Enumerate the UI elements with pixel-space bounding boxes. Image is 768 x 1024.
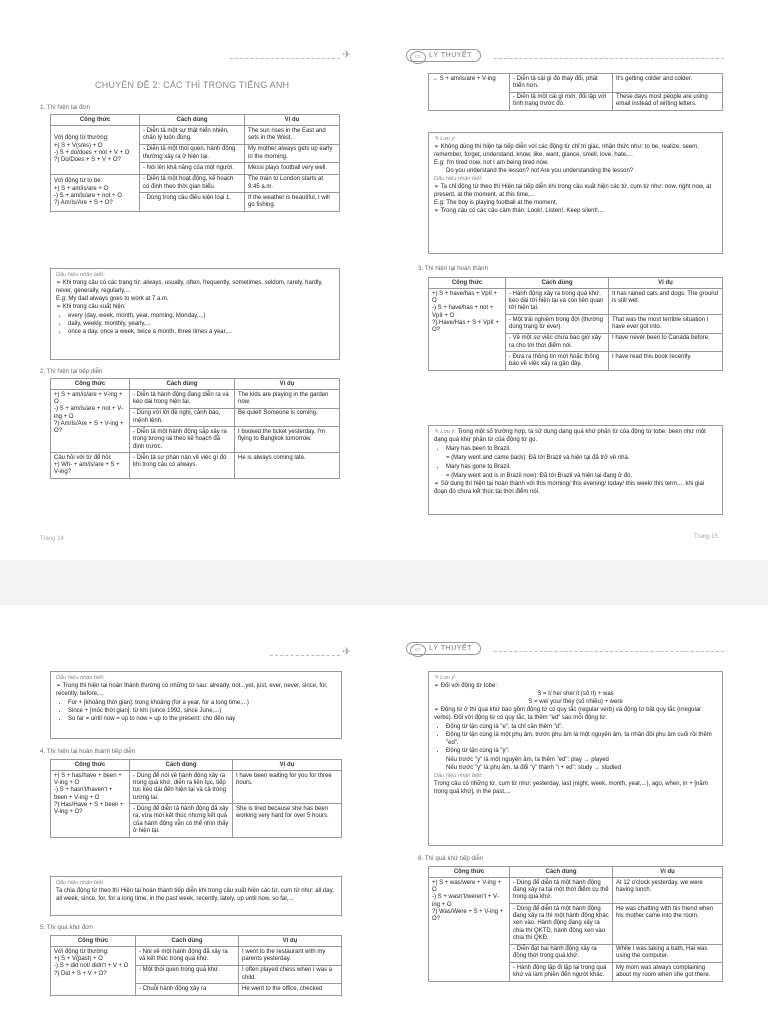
col-header: Cách dùng	[506, 278, 609, 289]
col-header: Ví dụ	[233, 760, 342, 771]
bullet-item: • So far = until now = up to now = up to the present: cho đến nay	[68, 715, 336, 723]
bullet-item: • every (day, week, month, year, morning, Monday,...)	[68, 312, 334, 320]
use-cell: - Dùng trong câu điều kiện loại 1.	[140, 193, 245, 212]
note-text: Ta chia động từ theo thì Hiện tại hoàn thành tiếp diễn khi trong câu xuất hiện các từ, cụm từ như: all day, all week, since, for, for a long time, in the past week, recently, lately, up until now, so far,...	[56, 888, 334, 902]
use-cell: - Diễn tả một hoạt động, kế hoạch có định theo thời gian biểu.	[140, 174, 245, 193]
sign-label: Dấu hiệu nhận biết:	[56, 675, 105, 681]
example-cell: My mother always gets up early in the morning.	[245, 144, 340, 163]
note-text: ➢ Trong thì hiện tại hoàn thành thường có những từ sau: already, not...yet, just, ever, never, since, for, recently, before,...	[56, 683, 328, 697]
use-cell: - Hành động lặp đi lặp lại trong quá khứ và làm phiền đến người khác.	[510, 963, 613, 982]
note-text: = (Mary went and came back): Đã tới Brazil và hiện tại đã trở về nhà.	[446, 455, 630, 461]
note-text: ➢ Không dùng thì hiện tại tiếp diễn với các động từ chỉ tri giác, nhận thức như: to be, realize, seem, remember, forget, understand, know, like, want, glance, smell, love, hate,...	[434, 144, 699, 158]
page-14	[0, 0, 384, 560]
note-label: ✎ Lưu ý:	[434, 136, 456, 142]
bullet-item: • Động từ tận cùng là "y":	[446, 747, 717, 755]
note-text: E.g: The boy is playing football at the moment.	[434, 200, 558, 206]
example-cell: The sun rises in the East and sets in the West.	[245, 126, 340, 145]
col-header: Ví dụ	[245, 115, 340, 126]
example-cell: My mom was always complaining about my room when she got there.	[613, 963, 723, 982]
note-text: Trong câu có những từ, cụm từ như: yesterday, last (night, week, month, year,...), ago, when, in + [năm trong quá khứ], in the past,...	[434, 781, 708, 795]
note-text: ➢ Khi trong câu xuất hiện:	[56, 304, 126, 310]
sign-label: Dấu hiệu nhận biết:	[56, 272, 105, 278]
note-text: ➢ Ta chỉ động từ theo thì Hiện tại tiếp diễn khi trong câu xuất hiện các từ, cụm từ như: now, right now, at present, at the moment, at this time,...	[434, 184, 712, 198]
book-icon: ▭	[410, 644, 426, 657]
use-cell: - Diễn tả hành động đang diễn ra và kéo dài trong hiện tại.	[130, 390, 235, 409]
pen-icon: ✎	[434, 136, 439, 142]
section-title: 3. Thì hiện tại hoàn thành	[418, 265, 489, 272]
note-text: ➢ Khi trong câu có các trạng từ: always, usually, often, frequently, sometimes, seldom, rarely, hardly, never, generally, regularly,...	[56, 280, 323, 294]
chapter-title: CHUYÊN ĐỀ 2: CÁC THÌ TRONG TIẾNG ANH	[95, 80, 290, 90]
note-text: Nếu trước "y" là phụ âm, ta đổi "y" thành "i + ed": study → studied	[446, 765, 621, 771]
formula-cell: Câu hỏi với từ để hỏi: +) Wh- + am/is/are + S + V-ing?	[51, 453, 130, 479]
note-box	[428, 671, 723, 846]
col-header: Cách dùng	[136, 936, 239, 947]
badge-label: LÝ THUYẾT	[429, 52, 472, 59]
example-cell: Messi plays football very well.	[245, 163, 340, 174]
use-cell: - Một trải nghiệm trong đời (thường dùng trạng từ ever).	[506, 315, 609, 334]
formula-cell: +) S + am/is/are + V-ing + O -) S + am/is/are + not + V-ing + O ?) Am/Is/Are + S + V-ing + O?	[51, 390, 130, 453]
sign-box	[50, 268, 340, 360]
use-cell: - Đưa ra thông tin mới hoặc thông báo về việc xảy ra gần đây.	[506, 352, 609, 371]
formula-cell: +) S + was/were + V-ing + O -) S + wasn't/weren't + V-ing + O ?) Was/Were + S + V-ing + O?	[429, 878, 510, 982]
theory-badge	[406, 49, 481, 62]
paper-plane-icon: ✈	[342, 49, 352, 61]
note-text: E.g: My dad always goes to work at 7 a.m.	[56, 296, 169, 302]
example-cell: I went to the restaurant with my parents yesterday.	[239, 947, 342, 966]
example-cell: It's getting colder and colder.	[613, 74, 723, 93]
col-header: Cách dùng	[140, 115, 245, 126]
example-cell: Be quiet! Someone is coming.	[235, 408, 340, 427]
col-header: Ví dụ	[613, 867, 723, 878]
note-text: ➢ Đối với động từ tobe:	[434, 683, 498, 689]
header-divider	[270, 655, 340, 656]
use-cell: - Diễn tả cái gì đó thay đổi, phát triển hơn.	[510, 74, 613, 93]
col-header: Công thức	[429, 278, 506, 289]
col-header: Cách dùng	[130, 760, 233, 771]
sign-box	[50, 671, 342, 739]
example-cell: I often played chess when I was a child.	[239, 965, 342, 984]
page-number: Trang 14	[40, 536, 64, 542]
present-simple-table	[50, 114, 340, 212]
use-cell: - Dùng để diễn tả một hành động đang xảy ra thì một hành động khác xen vào. Hành động đang xảy ra chia thì QKTD, hành động xen vào chia thì QKĐ.	[510, 904, 613, 944]
bullet-item: • Since + [mốc thời gian]: từ khi (since 1992, since June,...)	[68, 707, 336, 715]
col-header: Ví dụ	[235, 379, 340, 390]
pen-icon: ✎	[434, 675, 439, 681]
note-box: ✎ Lưu ý: Trong một số trường hợp, ta sử dụng dạng quá khứ phân từ của động từ tobe: been như một dạng quá khứ phân từ của động từ go. • Mary has been to Brazil. = (Mary went and came back): Đã tới Brazil và hiện tại đã trở về nhà. • Mary has gone to Brazil. = (Mary went and is in Brazil now): Đã tới Brazil và hiện tại đang ở đó. ➢ Sử dụng thì hiện tại hoàn thành với this morning/ this evening/ today/ this week/ this term,... khi giai đoạn đó chưa kết thúc tại thời điểm nói.	[428, 425, 723, 515]
col-header: Công thức	[51, 760, 130, 771]
header-divider	[494, 58, 724, 59]
note-text: Nếu trước "y" là một nguyên âm, ta thêm "ed": play → played	[446, 757, 609, 763]
col-header: Công thức	[51, 379, 130, 390]
use-cell: - Diễn tả một thói quen, hành động thường xảy ra ở hiện tại.	[140, 144, 245, 163]
bullet-item: • daily, weekly, monthly, yearly,...	[68, 320, 334, 328]
example-cell: The train to London starts at 9:45 a.m.	[245, 174, 340, 193]
example-cell: He was chatting with his friend when his mother came into the room.	[613, 904, 723, 944]
bullet-item: • once a day, once a week, twice a month, three times a year,...	[68, 328, 334, 336]
page-number: Trang 15	[694, 534, 718, 540]
use-cell: - Dùng để diễn tả một hành động đang xảy ra tại một thời điểm cụ thể trong quá khứ.	[510, 878, 613, 904]
use-cell: - Dùng với lời đề nghị, cảnh báo, mệnh lệnh.	[130, 408, 235, 427]
sign-label: Dấu hiệu nhận biết:	[434, 773, 483, 779]
present-perfect-continuous-table	[50, 759, 342, 838]
bullet-item: • For + [khoảng thời gian]: trong khoảng (for a year, for a long time,...)	[68, 699, 336, 707]
note-text: Do you understand the lesson? not Are you understanding the lesson?	[446, 168, 634, 174]
use-cell: - Diễn tả một hành động sắp xảy ra trong tương lai theo kế hoạch đã định trước.	[130, 427, 235, 453]
header-divider	[494, 651, 724, 652]
formula-cell: Với động từ thường: +) S + V(past) + O -) S + did not/ didn't + V + O ?) Did + S + V + O?	[51, 947, 136, 995]
col-header: Cách dùng	[130, 379, 235, 390]
example-cell: These days most people are using email instead of writing letters.	[613, 92, 723, 111]
bullet-item: • Động từ tận cùng là "e", ta chỉ cần thêm "d".	[446, 723, 717, 731]
sign-label: Dấu hiệu nhận biết:	[434, 176, 483, 182]
note-text: ➢ Sử dụng thì hiện tại hoàn thành với this morning/ this evening/ today/ this week/ this term,... khi giai đoạn đó chưa kết thúc tại thời điểm nói.	[434, 481, 705, 495]
example-cell: At 12 o'clock yesterday, we were having lunch.	[613, 878, 723, 904]
present-continuous-table	[50, 378, 340, 479]
present-perfect-table	[428, 277, 723, 371]
past-simple-table	[50, 935, 342, 996]
example-cell: I have read this book recently.	[609, 352, 723, 371]
use-cell: - Hành động xảy ra trong quá khứ, kéo dài tới hiện tại và còn liên quan tới hiện tại.	[506, 289, 609, 315]
note-box	[428, 132, 723, 254]
bullet-item: • Mary has gone to Brazil.	[446, 463, 717, 471]
use-cell: - Về một sự việc chưa bao giờ xảy ra cho tới thời điểm nói.	[506, 333, 609, 352]
book-icon: ▭	[410, 51, 426, 64]
use-cell: - Diễn đạt hai hành động xảy ra đồng thời trong quá khứ.	[510, 944, 613, 963]
note-text: E.g: I'm tired now. not I am being tired now.	[434, 160, 549, 166]
section-title: 2. Thì hiện tại tiếp diễn	[40, 368, 103, 375]
use-cell: - Chuỗi hành động xảy ra	[136, 984, 239, 995]
page-15	[384, 0, 768, 560]
bullet-item: • Động từ tận cùng là một phụ âm, trước phụ âm là một nguyên âm, ta nhân đôi phụ âm cuối rồi thêm "ed".	[446, 731, 717, 747]
note-text: ➢ Trong câu có các câu cảm thán: Look!, Listen!, Keep silent!,...	[434, 208, 605, 214]
page-17	[384, 605, 768, 1024]
note-label: ✎ Lưu ý:	[434, 675, 456, 681]
example-cell: I booked the ticket yesterday. I'm flying to Bangkok tomorrow.	[235, 427, 340, 453]
example-cell: It has rained cats and dogs. The ground is still wet.	[609, 289, 723, 315]
example-cell: I have been waiting for you for three hours.	[233, 771, 342, 804]
header-divider	[230, 58, 340, 59]
page-16	[0, 605, 384, 1024]
example-cell: That was the most terrible situation I have ever got into.	[609, 315, 723, 334]
section-title: 5. Thì quá khứ đơn	[40, 924, 93, 931]
col-header: Công thức	[51, 115, 140, 126]
badge-label: LÝ THUYẾT	[429, 645, 472, 652]
formula-cell: Với động từ to be: +) S + am/is/are + O -) S + am/is/are + not + O ?) Am/Is/Are + S + O?	[51, 174, 140, 211]
formula-cell: +) S + have/has + VpII + O -) S + have/has + not + VpII + O ?) Have/Has + S + VpII + O?	[429, 289, 506, 371]
formula-cell: +) S + has/have + been + V-ing + O -) S + hasn't/haven't + been + V-ing + O ?) Has/Have + S + been + V-ing + O?	[51, 771, 130, 837]
continuous-extra-table	[428, 73, 723, 111]
example-cell: While I was taking a bath, Hai was using the computer.	[613, 944, 723, 963]
section-title: 4. Thì hiện tại hoàn thành tiếp diễn	[40, 748, 136, 755]
use-cell: - Diễn tả một sự thật hiển nhiên, chân lý luôn đúng.	[140, 126, 245, 145]
col-header: Ví dụ	[239, 936, 342, 947]
formula-cell: Với động từ thường: +) S + V(s/es) + O -) S + do/does + not + V + O ?) Do/Does + S + V + O?	[51, 126, 140, 174]
use-cell: - Nói về một hành động đã xảy ra và kết thúc trong quá khứ.	[136, 947, 239, 966]
formula-line: S = I/ he/ she/ it (số ít) + was	[537, 691, 614, 697]
note-text: Trong một số trường hợp, ta sử dụng dạng quá khứ phân từ của động từ tobe: been như một dạng quá khứ phân từ của động từ go.	[434, 429, 706, 443]
section-title: 6. Thì quá khứ tiếp diễn	[418, 855, 484, 862]
formula-cell: → S + am/is/are + V-ing	[429, 74, 510, 111]
example-cell: He went to the office, checked	[239, 984, 342, 995]
bullet-item: • Mary has been to Brazil.	[446, 445, 717, 453]
example-cell: If the weather is beautiful, I will go fishing.	[245, 193, 340, 212]
example-cell: The kids are playing in the garden now.	[235, 390, 340, 409]
page-gap	[0, 560, 768, 605]
use-cell: - Dùng để diễn tả hành động đã xảy ra, vừa mới kết thúc nhưng kết quả của hành động vẫn có thể nhìn thấy ở hiện tại.	[130, 804, 233, 837]
use-cell: - Dùng để nói về hành động xảy ra trong quá khứ, diễn ra liên tục, tiếp tục kéo dài đến hiện tại và cả trong tương lai.	[130, 771, 233, 804]
pen-icon: ✎	[434, 429, 439, 435]
col-header: Ví dụ	[609, 278, 723, 289]
formula-line: S = we/ you/ they (số nhiều) + were	[528, 699, 623, 705]
section-title: 1. Thì hiện tại đơn	[40, 104, 91, 111]
note-text: = (Mary went and is in Brazil now): Đã tới Brazil và hiện tại đang ở đó.	[446, 473, 633, 479]
example-cell: He is always coming late.	[235, 453, 340, 479]
paper-plane-icon: ✈	[342, 646, 352, 658]
theory-badge	[406, 642, 481, 655]
example-cell: She is tired because she has been working very hard for over 5 hours.	[233, 804, 342, 837]
sign-label: Dấu hiệu nhận biết:	[56, 880, 105, 886]
sign-box	[50, 876, 342, 916]
col-header: Công thức	[51, 936, 136, 947]
use-cell: - Nói lên khả năng của một người.	[140, 163, 245, 174]
past-continuous-table	[428, 866, 723, 982]
use-cell: - Diễn tả sự phàn nàn về việc gì đó khi trong câu có always.	[130, 453, 235, 479]
col-header: Công thức	[429, 867, 510, 878]
col-header: Cách dùng	[510, 867, 613, 878]
use-cell: - Diễn tả một cái gì mới, đối lập với tình trạng trước đó.	[510, 92, 613, 111]
note-text: ➢ Động từ ở thì quá khứ bao gồm động từ có quy tắc (regular verb) và động từ bất quy tắc (irregular verbs). Đối với động từ có quy tắc, ta thêm "ed" sau mỗi động từ:	[434, 707, 702, 721]
example-cell: I have never been to Canada before.	[609, 333, 723, 352]
use-cell: - Một thói quen trong quá khứ.	[136, 965, 239, 984]
